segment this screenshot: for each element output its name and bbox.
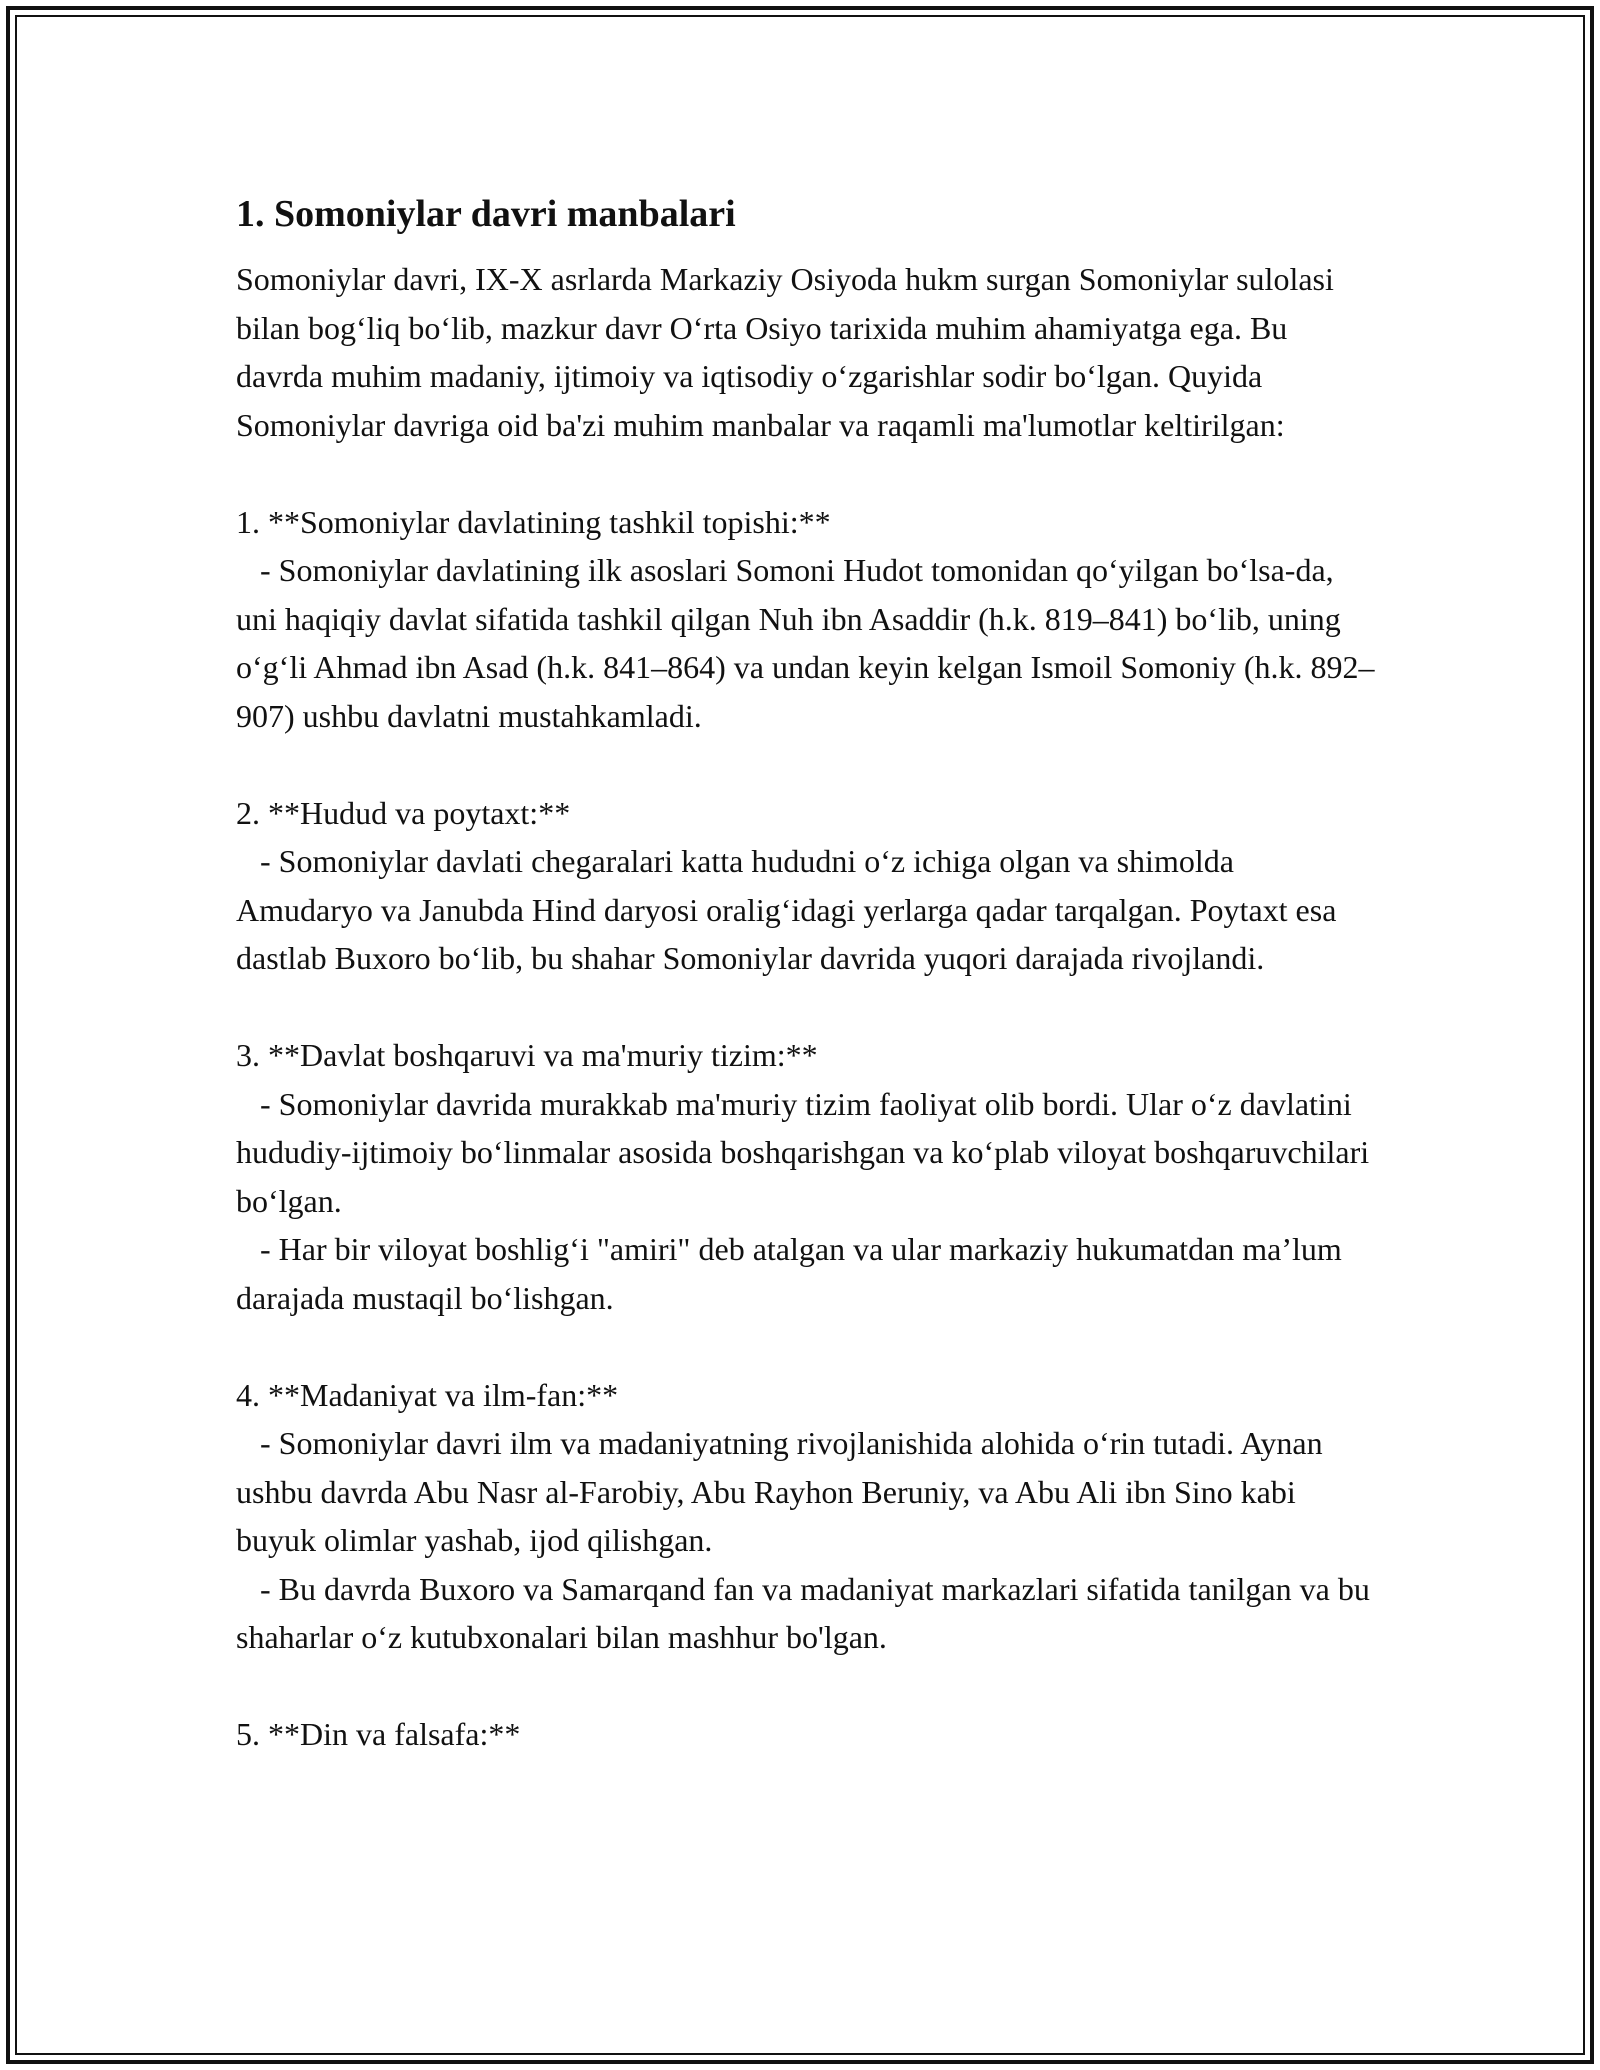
section-4-bullet-2: - Bu davrda Buxoro va Samarqand fan va madaniyat markazlari sifatida tanilgan va bu shaharlar o‘z kutubxonalari bilan mashhur bo'lgan. — [236, 1570, 1378, 1655]
section-4-bullet-1: - Somoniylar davri ilm va madaniyatning rivojlanishida alohida o‘rin tutadi. Aynan ushbu davrda Abu Nasr al-Farobiy, Abu Rayhon Beruniy, va Abu Ali ibn Sino kabi buyuk olimlar yashab, ijod qilishgan. — [236, 1425, 1331, 1558]
spacer — [236, 1662, 1376, 1711]
section-heading-2: 2. **Hudud va poytaxt:** — [236, 794, 571, 831]
document-title: 1. Somoniylar davri manbalari — [236, 193, 736, 235]
intro-paragraph: Somoniylar davri, IX-X asrlarda Markaziy Osiyoda hukm surgan Somoniylar sulolasi bilan bog‘liq bo‘lib, mazkur davr O‘rta Osiyo tarixida muhim ahamiyatga ega. Bu davrda muhim madaniy, ijtimoiy va iqtisodiy o‘zgarishlar sodir bo‘lgan. Quyida Somoniylar davriga oid ba'zi muhim manbalar va raqamli ma'lumotlar keltirilgan: — [236, 261, 1342, 443]
section-2-bullet-1: - Somoniylar davlati chegaralari katta hududni o‘z ichiga olgan va shimolda Amudaryo va Janubda Hind daryosi oralig‘idagi yerlarga qadar tarqalgan. Poytaxt esa dastlab Buxoro bo‘lib, bu shahar Somoniylar davrida yuqori darajada rivojlandi. — [236, 843, 1345, 976]
spacer — [236, 449, 1376, 498]
section-1-bullet-1: - Somoniylar davlatining ilk asoslari Somoni Hudot tomonidan qo‘yilgan bo‘lsa-da, uni haqiqiy davlat sifatida tashkil qilgan Nuh ibn Asaddir (h.k. 819–841) bo‘lib, uning o‘g‘li Ahmad ibn Asad (h.k. 841–864) va undan keyin kelgan Ismoil Somoniy (h.k. 892–907) ushbu davlatni mustahkamladi. — [236, 552, 1375, 734]
section-heading-3: 3. **Davlat boshqaruvi va ma'muriy tizim:** — [236, 1037, 818, 1073]
spacer — [236, 983, 1376, 1032]
spacer — [236, 1322, 1376, 1371]
section-heading-4: 4. **Madaniyat va ilm-fan:** — [236, 1376, 619, 1413]
spacer — [236, 740, 1376, 789]
section-3-bullet-2: - Har bir viloyat boshlig‘i "amiri" deb atalgan va ular markaziy hukumatdan ma’lum darajada mustaqil bo‘lishgan. — [236, 1231, 1350, 1316]
section-3-bullet-1: - Somoniylar davrida murakkab ma'muriy tizim faoliyat olib bordi. Ular o‘z davlatini hududiy-ijtimoiy bo‘linmalar asosida boshqarishgan va ko‘plab viloyat boshqaruvchilari bo‘lgan. — [236, 1085, 1378, 1219]
section-heading-5: 5. **Din va falsafa:** — [236, 1716, 521, 1752]
document-body — [236, 185, 1376, 1759]
section-heading-1: 1. **Somoniylar davlatining tashkil topishi:** — [236, 503, 831, 540]
